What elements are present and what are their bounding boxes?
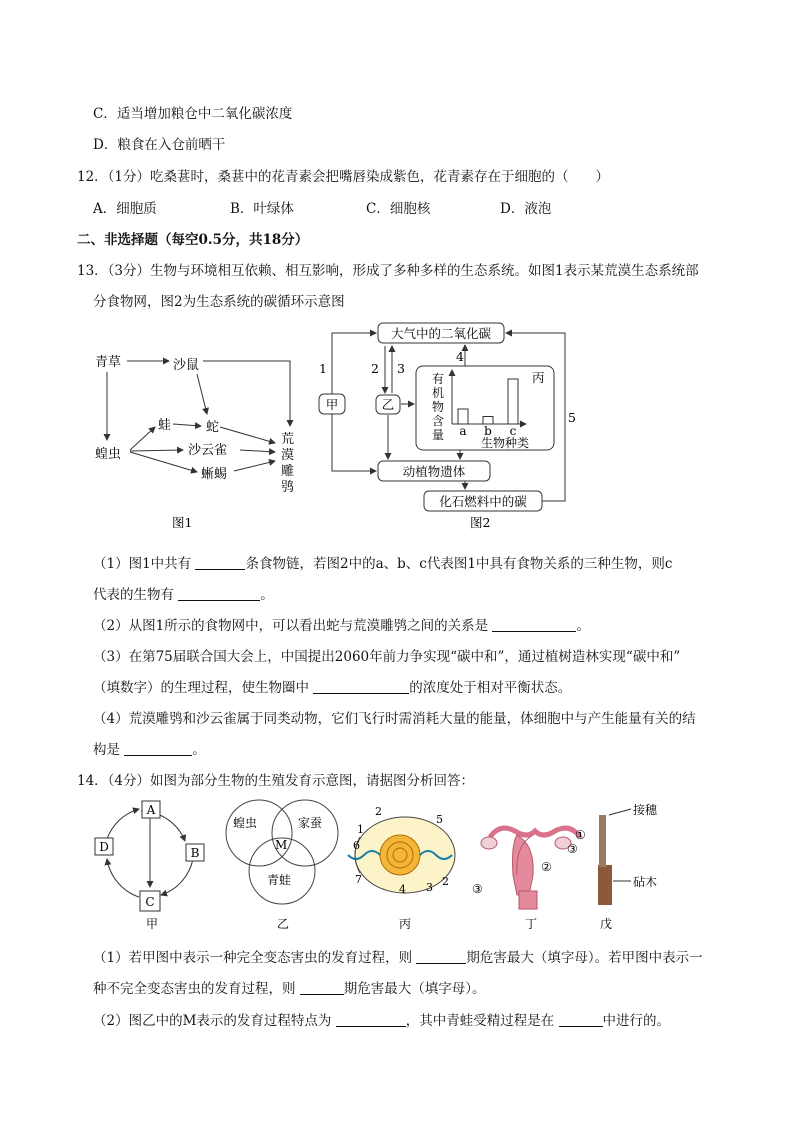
q13-blank-5[interactable]: [124, 741, 192, 756]
q12-option-a: A．细胞质: [93, 201, 157, 217]
q12-option-d: D．液泡: [500, 201, 552, 217]
bar-chart: [432, 370, 529, 450]
node-diao-3: 雕: [281, 464, 295, 479]
ylabel-5: 量: [432, 428, 445, 442]
fig-ding-caption: 丁: [525, 917, 538, 931]
remains-box: [378, 461, 490, 481]
uterus-diagram-ding: [481, 828, 580, 909]
node-wa: 蛙: [158, 418, 172, 433]
yi-box: [376, 395, 400, 414]
ylabel-2: 机: [432, 386, 445, 400]
food-web-figure: [85, 330, 310, 535]
node-she: 蛇: [206, 420, 220, 435]
q11-option-c: C．适当增加粮仓中二氧化碳浓度: [93, 106, 293, 122]
arrow-num-2: 2: [371, 361, 379, 376]
remains-label: 动植物遗体: [402, 464, 466, 479]
fig2-caption: 图2: [470, 515, 491, 530]
q13-blank-4[interactable]: [313, 679, 409, 694]
fig-bing-caption: 丙: [399, 917, 412, 931]
q12-option-c: C．细胞核: [366, 201, 431, 217]
stage-c: C: [145, 895, 155, 909]
section-title: 二、非选择题（每空0.5分，共18分）: [77, 232, 309, 248]
venn-huangchong: 蝗虫: [233, 816, 258, 830]
egg-label-2-top: 2: [375, 805, 382, 818]
fossil-box: [424, 491, 542, 511]
stage-a: A: [146, 803, 156, 817]
q14-blank-2[interactable]: [300, 980, 344, 995]
ding-label-1: ①: [575, 828, 586, 842]
grafting-diagram-wu: [598, 809, 631, 905]
egg-label-5: 5: [436, 813, 443, 826]
egg-diagram-bing: [348, 817, 455, 893]
bar-a: [458, 409, 468, 424]
ding-label-3-left: ③: [472, 882, 483, 896]
q14-sub1-line1: （1）若甲图中表示一种完全变态害虫的发育过程，则 期危害最大（填字母）。若甲图中表示一: [93, 950, 703, 966]
wu-scion: 接穗: [633, 803, 658, 817]
q13-sub1-line2: 代表的生物有 。: [93, 587, 274, 603]
q14-sub2: （2）图乙中的M表示的发育过程特点为 ，其中青蛙受精过程是在 中进行的。: [93, 1013, 671, 1029]
bar-letter-a: a: [459, 424, 467, 438]
node-qingcao: 青草: [95, 355, 122, 370]
q13-stem-line1: 13．（3分）生物与环境相互依赖、相互影响，形成了多种多样的生态系统。如图1表示某荒漠生态系统部: [77, 263, 699, 279]
node-diao-1: 荒: [281, 432, 295, 447]
node-diao-4: 鸮: [281, 480, 295, 495]
ylabel-1: 有: [432, 372, 445, 386]
bar-b: [483, 417, 493, 425]
fig-wu-caption: 戊: [600, 917, 613, 931]
fig-jia-caption: 甲: [146, 917, 159, 931]
q14-blank-3[interactable]: [336, 1012, 406, 1027]
ylabel-4: 含: [432, 414, 445, 428]
q13-sub3-line2: （填数字）的生理过程，使生物圈中 的浓度处于相对平衡状态。: [93, 680, 572, 696]
node-shashu: 沙鼠: [173, 358, 200, 373]
node-diao-2: 漠: [281, 448, 295, 463]
bar-letter-b: b: [484, 424, 492, 438]
arrow-num-4: 4: [456, 349, 464, 364]
q13-blank-3[interactable]: [492, 617, 576, 632]
bar-letter-c: c: [509, 424, 517, 438]
q13-sub1-line1: （1）图1中共有 条食物链，若图2中的a、b、c代表图1中具有食物关系的三种生物，则c: [93, 556, 673, 572]
arrow-num-5: 5: [568, 410, 576, 425]
q14-sub1-line2: 种不完全变态害虫的发育过程，则 期危害最大（填字母）。: [93, 981, 486, 997]
atmosphere-box: [378, 323, 504, 343]
venn-qingwa: 青蛙: [267, 873, 292, 887]
egg-label-7: 7: [355, 873, 362, 886]
q12-stem: 12．（1分）吃桑葚时，桑葚中的花青素会把嘴唇染成紫色，花青素存在于细胞的（ ）: [77, 169, 610, 185]
bing-label: 丙: [532, 370, 545, 385]
q13-stem-line2: 分食物网，图2为生态系统的碳循环示意图: [93, 294, 345, 310]
q14-blank-1[interactable]: [416, 949, 466, 964]
q13-sub4-line1: （4）荒漠雕鸮和沙云雀属于同类动物，它们飞行时需消耗大量的能量，体细胞中与产生能量有关的结: [93, 711, 696, 727]
cycle-diagram-jia: [95, 801, 204, 931]
jia-label: 甲: [325, 397, 339, 412]
q13-sub4-line2: 构是 。: [93, 742, 206, 758]
atmosphere-label: 大气中的二氧化碳: [390, 326, 492, 341]
venn-jiacan: 家蚕: [298, 816, 323, 830]
arrow-num-1: 1: [319, 361, 327, 376]
ylabel-3: 物: [432, 400, 445, 414]
bar-c: [508, 379, 518, 424]
ding-label-2: ②: [541, 860, 552, 874]
node-xiyi: 蜥蜴: [201, 467, 228, 482]
bar-xlabel: 生物种类: [481, 436, 530, 450]
carbon-cycle-figure: [310, 320, 585, 535]
q13-blank-2[interactable]: [178, 586, 260, 601]
q13-blank-1[interactable]: [195, 555, 245, 570]
q13-sub3-line1: （3）在第75届联合国大会上，中国提出2060年前力争实现“碳中和”，通过植树造林实现“碳中和”: [93, 649, 681, 665]
q11-option-d: D．粮食在入仓前晒干: [93, 137, 226, 153]
node-shayunque: 沙云雀: [188, 443, 228, 458]
ding-label-3-right: ③: [567, 842, 578, 856]
node-huangchong: 蝗虫: [95, 447, 122, 462]
q12-option-b: B．叶绿体: [230, 201, 294, 217]
fig1-caption: 图1: [172, 515, 193, 530]
egg-label-4: 4: [399, 883, 406, 896]
jia-box: [319, 394, 345, 414]
wu-stock: 砧木: [633, 875, 658, 889]
egg-label-1: 1: [357, 823, 364, 836]
stage-b: B: [190, 846, 200, 860]
egg-label-6: 6: [353, 839, 360, 852]
yi-label: 乙: [381, 397, 395, 412]
egg-label-3: 3: [426, 881, 433, 894]
q13-sub2: （2）从图1所示的食物网中，可以看出蛇与荒漠雕鸮之间的关系是 。: [93, 618, 590, 634]
q14-blank-4[interactable]: [559, 1012, 603, 1027]
reproduction-figures: [85, 795, 685, 935]
fig-yi-caption: 乙: [277, 917, 290, 931]
arrow-num-3: 3: [397, 361, 405, 376]
venn-m: M: [275, 838, 288, 852]
egg-label-2-bottom: 2: [442, 875, 449, 888]
q14-stem: 14．（4分）如图为部分生物的生殖发育示意图，请据图分析回答：: [77, 773, 475, 789]
stage-d: D: [99, 840, 109, 854]
fossil-label: 化石燃料中的碳: [439, 494, 527, 509]
